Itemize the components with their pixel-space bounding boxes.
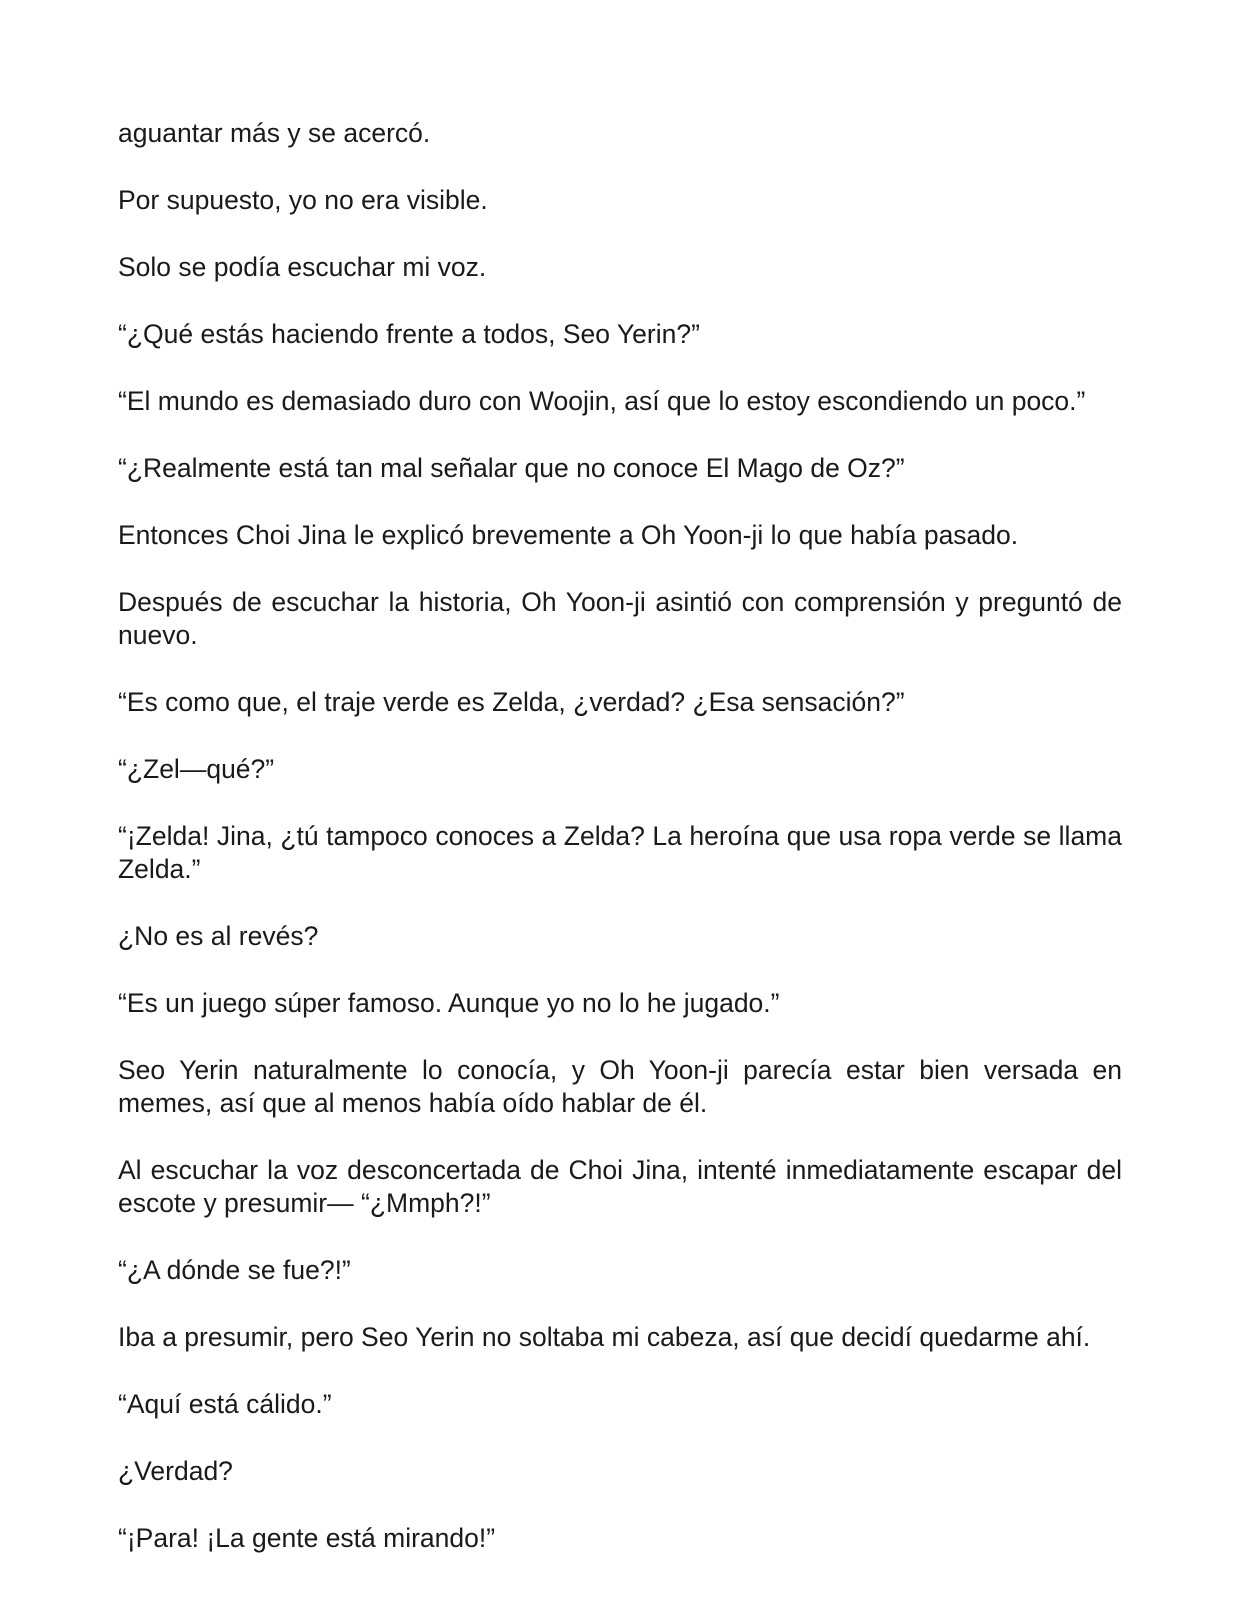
paragraph: “Aquí está cálido.” (118, 1389, 332, 1419)
paragraph: Por supuesto, yo no era visible. (118, 185, 488, 215)
paragraph: Al escuchar la voz desconcertada de Choi Jina, intenté inmediatamente escapar del escote y presumir— “¿Mmph?!” (118, 1155, 1122, 1218)
paragraph: “Es como que, el traje verde es Zelda, ¿verdad? ¿Esa sensación?” (118, 687, 905, 717)
paragraph: Después de escuchar la historia, Oh Yoon-ji asintió con comprensión y preguntó de nuevo. (118, 587, 1122, 650)
paragraph: Entonces Choi Jina le explicó brevemente a Oh Yoon-ji lo que había pasado. (118, 520, 1019, 550)
paragraph: “¿Qué estás haciendo frente a todos, Seo Yerin?” (118, 319, 700, 349)
paragraph: Solo se podía escuchar mi voz. (118, 252, 487, 282)
paragraph: “¡Zelda! Jina, ¿tú tampoco conoces a Zelda? La heroína que usa ropa verde se llama Zelda.” (118, 821, 1122, 884)
paragraph: aguantar más y se acercó. (118, 118, 431, 148)
paragraph: “Es un juego súper famoso. Aunque yo no lo he jugado.” (118, 988, 780, 1018)
paragraph: “El mundo es demasiado duro con Woojin, así que lo estoy escondiendo un poco.” (118, 386, 1086, 416)
paragraph: “¿Zel—qué?” (118, 754, 275, 784)
paragraph: “¿A dónde se fue?!” (118, 1255, 351, 1285)
paragraph: “¡Para! ¡La gente está mirando!” (118, 1523, 496, 1553)
paragraph: “¿Realmente está tan mal señalar que no conoce El Mago de Oz?” (118, 453, 905, 483)
paragraph: ¿Verdad? (118, 1456, 233, 1486)
paragraph: ¿No es al revés? (118, 921, 319, 951)
body-text (118, 117, 1122, 1589)
paragraph: Seo Yerin naturalmente lo conocía, y Oh Yoon-ji parecía estar bien versada en memes, así que al menos había oído hablar de él. (118, 1055, 1122, 1118)
paragraph: Iba a presumir, pero Seo Yerin no soltaba mi cabeza, así que decidí quedarme ahí. (118, 1322, 1091, 1352)
